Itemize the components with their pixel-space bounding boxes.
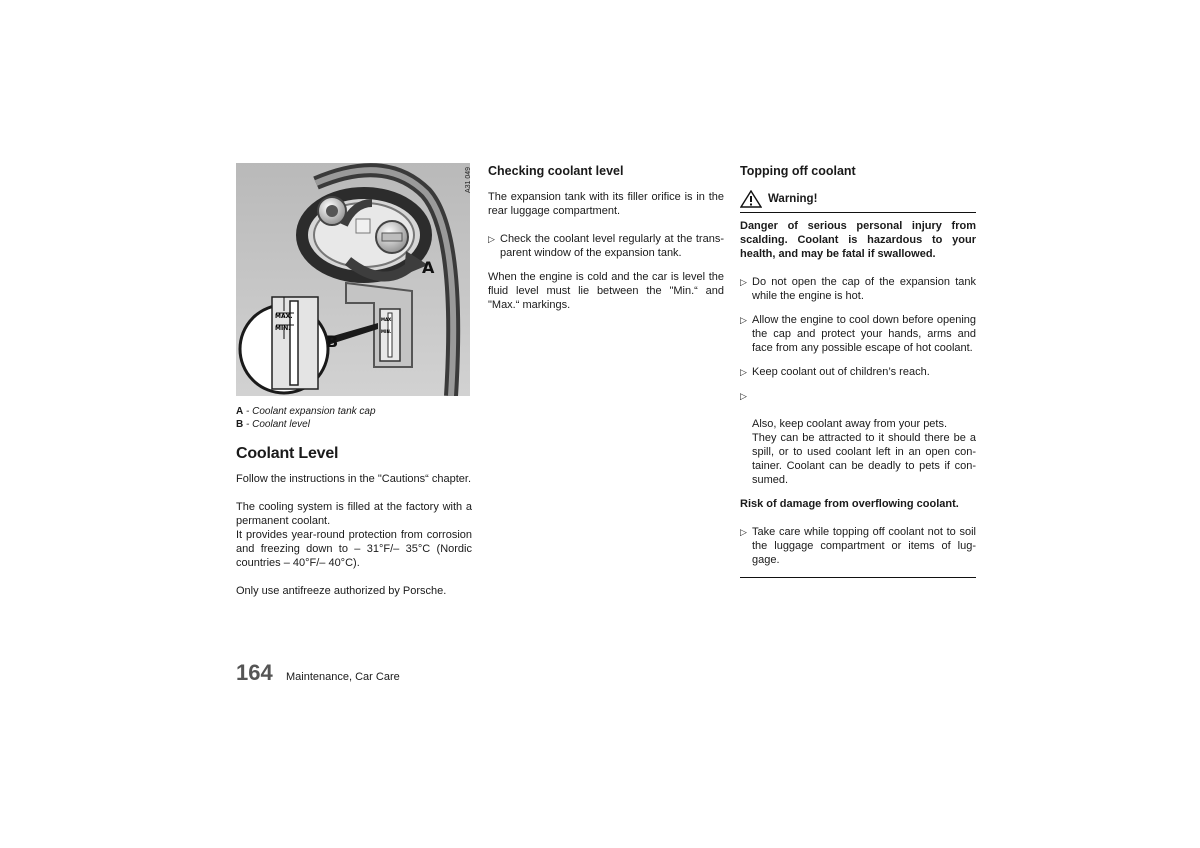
page-number: 164 [236,660,273,685]
warning-header: Warning! [740,190,976,208]
coolant-tank-figure [236,163,470,396]
svg-text:MAX.: MAX. [381,317,393,322]
bullet-item: ▷ Take care while topping off coolant not to soil the luggage compartment or items of lug- gage. [740,526,976,566]
chapter-name: Maintenance, Car Care [286,671,400,683]
paragraph: Follow the instructions in the "Cautions“ chapter. [236,473,472,485]
divider [740,577,976,578]
column-2 [488,164,724,326]
column-1 [236,472,472,612]
bullet-item: ▷ Check the coolant level regularly at the trans- parent window of the expansion tank. [488,233,724,259]
bullet-triangle-icon: ▷ [740,315,747,325]
bullet-triangle-icon: ▷ [740,527,747,537]
bullet-triangle-icon: ▷ [488,234,495,244]
column-3 [740,164,976,578]
subheading: Checking coolant level [488,164,624,178]
warning-text: Danger of serious personal injury from scalding. Coolant is hazardous to your health, and may be fatal if swallowed. [740,220,976,260]
svg-text:MAX.: MAX. [275,313,293,320]
svg-text:MIN.: MIN. [275,325,291,332]
bullet-item: ▷ Allow the engine to cool down before opening the cap and protect your hands, arms and face from any possible escape of hot coolant. [740,314,976,354]
paragraph: The cooling system is filled at the factory with a permanent coolant. It provides year-round protection from corrosion and freezing down to – 31°F/– 35°C (Nordic countries – 40°F/– 40°C). [236,501,472,569]
figure-code: A31 049 [465,166,472,193]
bullet-triangle-icon: ▷ [740,391,747,401]
bullet-item: ▷ Do not open the cap of the expansion tank while the engine is hot. [740,276,976,302]
figure-caption: A - Coolant expansion tank cap B - Coolant level [236,406,376,430]
risk-heading: Risk of damage from overflowing coolant. [740,498,959,510]
bullet-item: ▷ Also, keep coolant away from your pets. They can be attracted to it should there be a spill, or to used coolant left in an open con- tainer. Coolant can be deadly to pets if con- sumed. [740,391,976,486]
bullet-item: ▷ Keep coolant out of children’s reach. [740,366,930,378]
section-title: Coolant Level [236,445,339,462]
paragraph: The expansion tank with its filler orifice is in the rear luggage compartment. [488,191,724,217]
svg-text:MIN.: MIN. [381,329,392,334]
svg-text:B: B [326,332,339,351]
divider [740,212,976,213]
svg-text:A: A [422,258,435,277]
paragraph: Only use antifreeze authorized by Porsche. [236,585,447,597]
subheading: Topping off coolant [740,164,856,178]
bullet-triangle-icon: ▷ [740,367,747,377]
bullet-triangle-icon: ▷ [740,277,747,287]
warning-triangle-icon [740,190,762,208]
paragraph: When the engine is cold and the car is level the fluid level must lie between the "Min.“ and "Max.“ markings. [488,271,724,311]
